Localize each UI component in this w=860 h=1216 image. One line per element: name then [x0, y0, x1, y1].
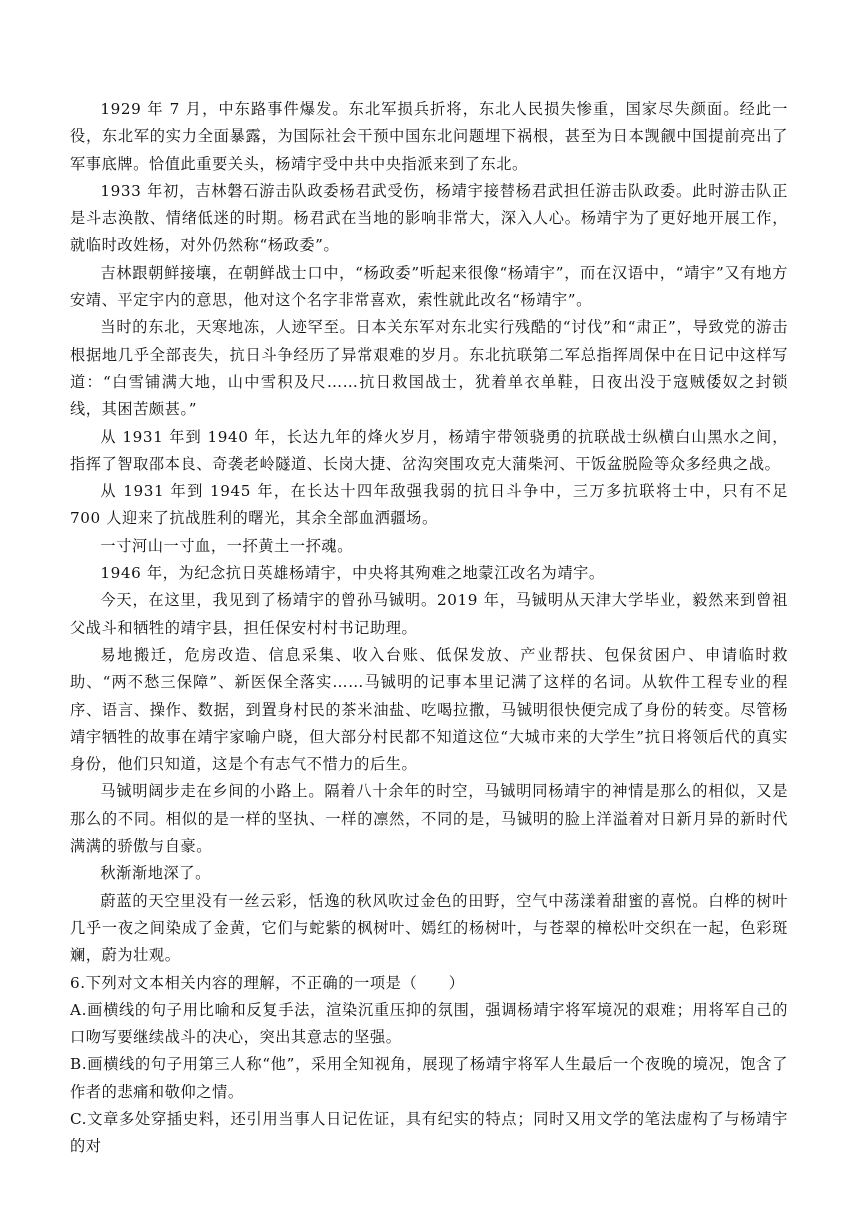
question-option-c: C.文章多处穿插史料，还引用当事人日记佐证，具有纪实的特点；同时又用文学的笔法虚构了与杨靖宇的对 [70, 1109, 788, 1156]
article-paragraph-5: 从 1931 年到 1940 年，长达九年的烽火岁月，杨靖宇带领骁勇的抗联战士纵横白山黑水之间，指挥了智取邵本良、奇袭老岭隧道、长岗大捷、岔沟突围攻克大蒲柴河、干饭盆脱险等众多经典之战。 [70, 427, 788, 473]
question-option-b: B.画横线的句子用第三人称“他”，采用全知视角，展现了杨靖宇将军人生最后一个夜晚的境况，饱含了作者的悲痛和敬仰之情。 [70, 1055, 788, 1101]
article-paragraph-13: 蔚蓝的天空里没有一丝云彩，恬逸的秋风吹过金色的田野，空气中荡漾着甜蜜的喜悦。白桦的树叶几乎一夜之间染成了金黄，它们与蛇紫的枫树叶、嫣红的杨树叶，与苍翠的樟松叶交织在一起，色彩斑斓，蔚为壮观。 [70, 891, 788, 965]
article-paragraph-3: 吉林跟朝鲜接壤，在朝鲜战士口中，“杨政委”听起来很像“杨靖宇”，而在汉语中，“靖宇”又有地方安靖、平定宇内的意思，他对这个名字非常喜欢，索性就此改名“杨靖宇”。 [70, 263, 788, 310]
article-paragraph-7: 一寸河山一寸血，一抔黄土一抔魂。 [100, 536, 353, 555]
article-paragraph-10: 易地搬迁，危房改造、信息采集、收入台账、低保发放、产业帮扶、包保贫困户、申请临时救助、“两不愁三保障”、新医保全落实……马铖明的记事本里记满了这样的名词。从软件工程专业的程序、语言、操作、数据，到置身村民的茶米油盐、吃喝拉撒，马铖明很快便完成了身份的转变。尽管杨靖宇牺牲的故事在靖宇家喻户晓，但大部分村民都不知道这位“大城市来的大学生”抗日将领后代的真实身份，他们只知道，这是个有志气不惜力的后生。 [70, 645, 788, 774]
article-paragraph-1: 1929 年 7 月，中东路事件爆发。东北军损兵折将，东北人民损失惨重，国家尽失颜面。经此一役，东北军的实力全面暴露，为国际社会干预中国东北问题埋下祸根，甚至为日本觊觎中国提前亮出了军事底牌。恰值此重要关头，杨靖宇受中共中央指派来到了东北。 [70, 100, 788, 173]
article-paragraph-9: 今天，在这里，我见到了杨靖宇的曾孙马铖明。2019 年，马铖明从天津大学毕业，毅然来到曾祖父战斗和牺牲的靖宇县，担任保安村村书记助理。 [70, 591, 788, 637]
article-paragraph-4: 当时的东北，天寒地冻，人迹罕至。日本关东军对东北实行残酷的“讨伐”和“肃正”，导致党的游击根据地几乎全部丧失，抗日斗争经历了异常艰难的岁月。东北抗联第二军总指挥周保中在日记中这样写道：“白雪铺满大地，山中雪积及尺……抗日救国战士，犹着单衣单鞋，日夜出没于寇贼倭奴之封锁线，其困苦颇甚。” [70, 318, 788, 419]
article-paragraph-11: 马铖明阔步走在乡间的小路上。隔着八十余年的时空，马铖明同杨靖宇的神情是那么的相似，又是那么的不同。相似的是一样的坚执、一样的凛然，不同的是，马铖明的脸上洋溢着对日新月异的新时代满满的骄傲与自豪。 [70, 782, 788, 856]
article-paragraph-8: 1946 年，为纪念抗日英雄杨靖宇，中央将其殉难之地蒙江改名为靖宇。 [100, 564, 605, 583]
article-paragraph-2: 1933 年初，吉林磐石游击队政委杨君武受伤，杨靖宇接替杨君武担任游击队政委。此时游击队正是斗志涣散、情绪低迷的时期。杨君武在当地的影响非常大，深入人心。杨靖宇为了更好地开展工作，就临时改姓杨，对外仍然称“杨政委”。 [70, 181, 788, 255]
question-stem: 6.下列对文本相关内容的理解，不正确的一项是（ ） [70, 973, 465, 992]
question-option-a: A.画横线的句子用比喻和反复手法，渲染沉重压抑的氛围，强调杨靖宇将军境况的艰难；用将军自己的口吻写要继续战斗的决心，突出其意志的坚强。 [70, 1000, 788, 1047]
article-paragraph-6: 从 1931 年到 1945 年，在长达十四年敌强我弱的抗日斗争中，三万多抗联将士中，只有不足 700 人迎来了抗战胜利的曙光，其余全部血洒疆场。 [70, 482, 788, 528]
article-paragraph-12: 秋渐渐地深了。 [100, 864, 211, 883]
document-body [70, 96, 788, 1161]
